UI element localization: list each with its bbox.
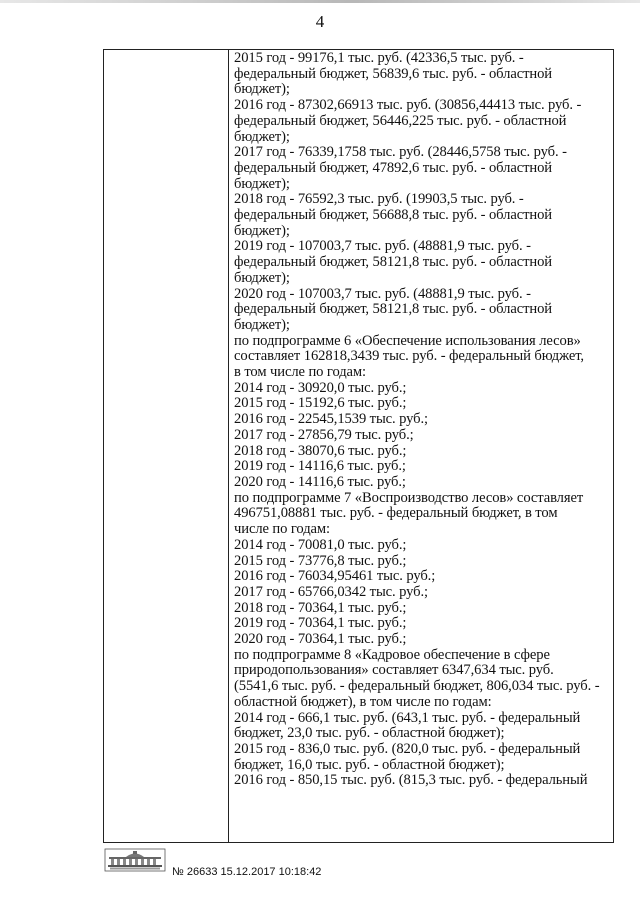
page-number: 4 — [315, 12, 325, 31]
text-line: по подпрограмме 7 «Воспроизводство лесов» составляет — [234, 489, 584, 506]
text-line: 2015 год - 15192,6 тыс. руб.; — [234, 395, 407, 412]
text-line: 2015 год - 73776,8 тыс. руб.; — [234, 552, 407, 569]
text-line: бюджет, 16,0 тыс. руб. - областной бюджет); — [234, 756, 505, 773]
text-line: бюджет); — [234, 316, 290, 333]
text-line: 2015 год - 836,0 тыс. руб. (820,0 тыс. руб. - федеральный — [234, 740, 581, 757]
text-line: 2016 год - 76034,95461 тыс. руб.; — [234, 568, 436, 585]
text-line: бюджет); — [234, 269, 290, 286]
text-line: 2020 год - 14116,6 тыс. руб.; — [234, 473, 406, 490]
table-left-column — [104, 50, 229, 842]
text-line: бюджет); — [234, 222, 290, 239]
text-line: бюджет); — [234, 128, 290, 145]
document-table — [103, 49, 614, 843]
text-line: 2020 год - 70364,1 тыс. руб.; — [234, 631, 407, 648]
text-line: 2019 год - 70364,1 тыс. руб.; — [234, 615, 407, 632]
text-line: 2016 год - 22545,1539 тыс. руб.; — [234, 411, 428, 428]
text-line: 2016 год - 87302,66913 тыс. руб. (30856,44413 тыс. руб. - — [234, 97, 582, 114]
text-line: бюджет); — [234, 175, 290, 192]
text-line: 2018 год - 38070,6 тыс. руб.; — [234, 442, 407, 459]
text-line: областной бюджет), в том числе по годам: — [234, 693, 492, 710]
text-line: 2019 год - 14116,6 тыс. руб.; — [234, 458, 406, 475]
text-line: федеральный бюджет, 56446,225 тыс. руб. - областной — [234, 112, 567, 129]
text-line: федеральный бюджет, 47892,6 тыс. руб. - областной — [234, 159, 552, 176]
text-line: числе по годам: — [234, 521, 330, 538]
text-line: 2017 год - 65766,0342 тыс. руб.; — [234, 583, 428, 600]
text-line: 2020 год - 107003,7 тыс. руб. (48881,9 тыс. руб. - — [234, 285, 531, 302]
table-content-column — [229, 50, 613, 842]
text-line: 2018 год - 76592,3 тыс. руб. (19903,5 тыс. руб. - — [234, 191, 524, 208]
text-line: 2014 год - 70081,0 тыс. руб.; — [234, 536, 407, 553]
government-building-seal-icon — [104, 848, 166, 872]
registration-stamp: № 26633 15.12.2017 10:18:42 — [172, 866, 322, 878]
text-line: федеральный бюджет, 56688,8 тыс. руб. - областной — [234, 207, 552, 224]
text-line: 2014 год - 666,1 тыс. руб. (643,1 тыс. руб. - федеральный — [234, 709, 581, 726]
text-line: бюджет); — [234, 81, 290, 98]
text-line: бюджет, 23,0 тыс. руб. - областной бюджет); — [234, 725, 505, 742]
text-line: природопользования» составляет 6347,634 тыс. руб. — [234, 662, 554, 679]
text-line: федеральный бюджет, 58121,8 тыс. руб. - областной — [234, 301, 552, 318]
text-line: 496751,08881 тыс. руб. - федеральный бюджет, в том — [234, 505, 558, 522]
text-line: 2015 год - 99176,1 тыс. руб. (42336,5 тыс. руб. - — [234, 50, 524, 66]
text-line: 2016 год - 850,15 тыс. руб. (815,3 тыс. руб. - федеральный — [234, 772, 588, 789]
text-line: составляет 162818,3439 тыс. руб. - федеральный бюджет, — [234, 348, 584, 365]
text-line: федеральный бюджет, 58121,8 тыс. руб. - областной — [234, 254, 552, 271]
text-line: по подпрограмме 6 «Обеспечение использования лесов» — [234, 332, 581, 349]
text-line: по подпрограмме 8 «Кадровое обеспечение в сфере — [234, 646, 550, 663]
scan-edge — [0, 0, 640, 3]
text-line: 2014 год - 30920,0 тыс. руб.; — [234, 379, 407, 396]
text-line: в том числе по годам: — [234, 364, 367, 381]
text-line: 2017 год - 27856,79 тыс. руб.; — [234, 426, 414, 443]
text-line: (5541,6 тыс. руб. - федеральный бюджет, 806,034 тыс. руб. - — [234, 678, 600, 695]
text-line: 2018 год - 70364,1 тыс. руб.; — [234, 599, 407, 616]
text-line: федеральный бюджет, 56839,6 тыс. руб. - областной — [234, 65, 552, 82]
text-line: 2019 год - 107003,7 тыс. руб. (48881,9 тыс. руб. - — [234, 238, 531, 255]
text-line: 2017 год - 76339,1758 тыс. руб. (28446,5758 тыс. руб. - — [234, 144, 567, 161]
